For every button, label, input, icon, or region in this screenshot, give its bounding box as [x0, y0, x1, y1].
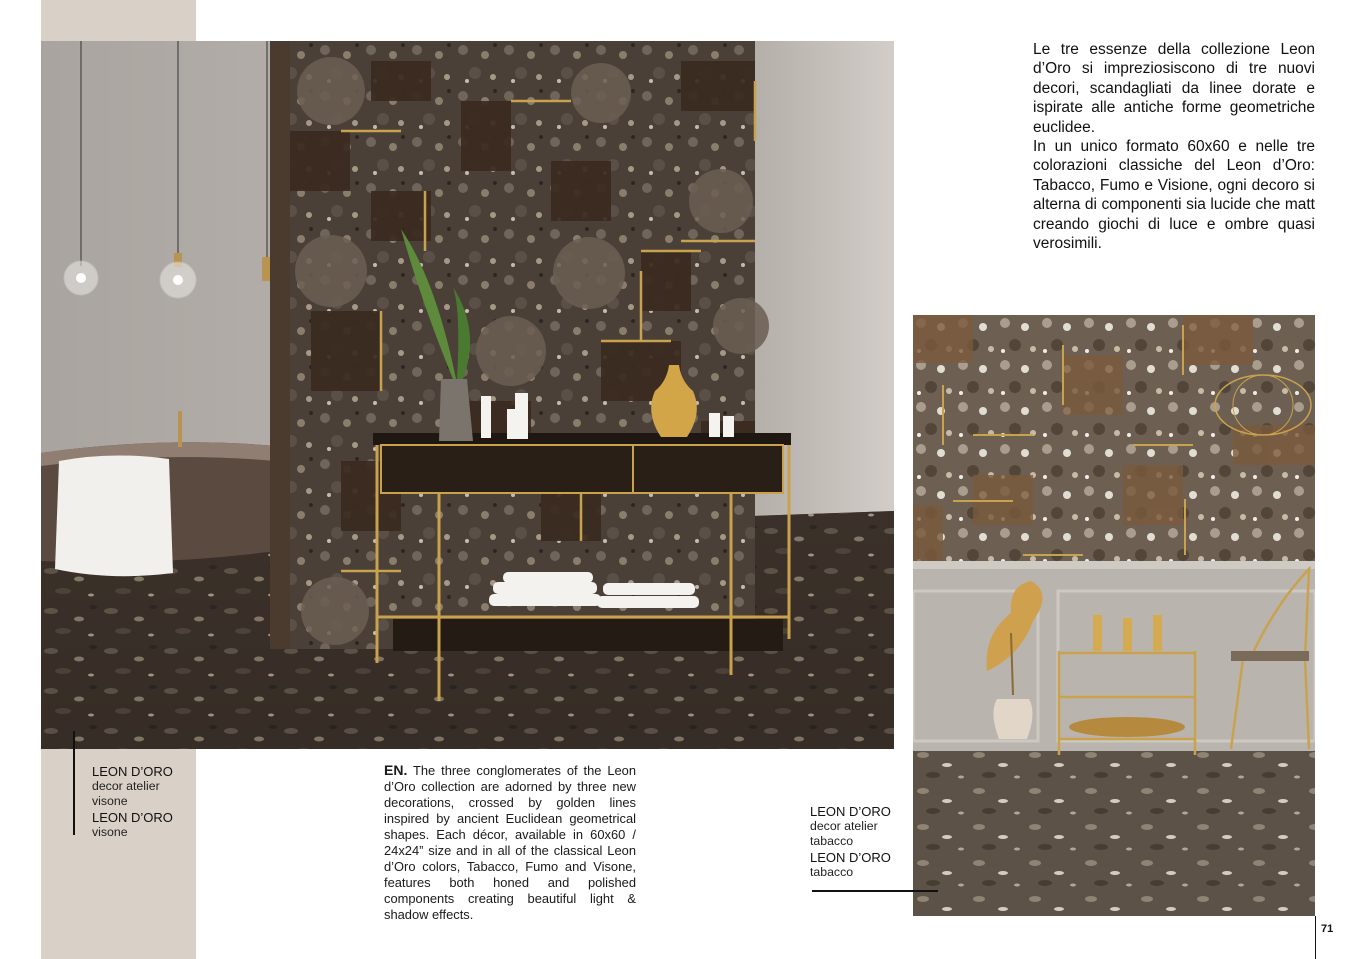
bathroom-photo [41, 41, 894, 749]
english-description [384, 762, 636, 923]
english-lead: EN. [384, 762, 408, 778]
italian-description [1033, 40, 1315, 253]
caption-decor-line: decor atelier [92, 779, 160, 794]
caption-decor-line: decor atelier [810, 819, 878, 834]
caption-product-name: LEON D’ORO [810, 849, 891, 865]
page-number-divider [1315, 916, 1316, 959]
caption-visone [92, 764, 173, 840]
caption-tabacco [810, 804, 891, 880]
italian-paragraph-2: In un unico formato 60x60 e nelle tre colorazioni classiche del Leon d’Oro: Tabacco, Fumo e Visione, ogni decoro si alterna di componenti sia lucide che matt creando giochi di luce e ombre quasi verosimili. [1033, 138, 1315, 253]
caption-product-name: LEON D’ORO [92, 764, 173, 779]
caption-color-line: tabacco [810, 864, 854, 879]
caption-color-line: visone [92, 794, 128, 809]
caption-product-name: LEON D’ORO [92, 809, 173, 825]
english-body: The three conglomerates of the Leon d’Oro collection are adorned by three new decorations, crossed by golden lines inspired by ancient Euclidean geometrical shapes. Each décor, available in 60x60 / 24x24” size and in all of the classical Leon d’Oro colors, Tabacco, Fumo and Visone, features both honed and polished components creating beautiful light & shadow effects. [384, 763, 636, 922]
caption-product-name: LEON D’ORO [810, 804, 891, 819]
page-number: 71 [1321, 923, 1334, 935]
caption-color-line: visone [92, 824, 128, 839]
living-room-photo [913, 315, 1315, 916]
caption-divider-horizontal [812, 890, 938, 892]
caption-divider-vertical [73, 731, 75, 835]
italian-paragraph-1: Le tre essenze della collezione Leon d’Oro si impreziosiscono di tre nuovi decori, scandagliati da linee dorate e ispirate alle antiche forme geometriche euclidee. [1033, 41, 1315, 136]
caption-color-line: tabacco [810, 834, 854, 849]
